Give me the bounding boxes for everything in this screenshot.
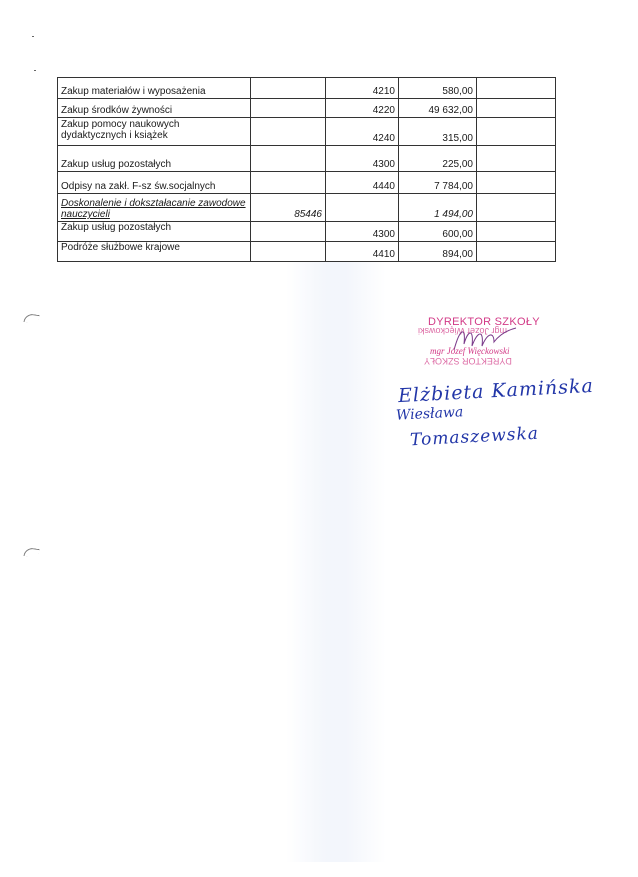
table-row bbox=[58, 242, 556, 262]
table-row bbox=[58, 194, 556, 222]
scan-shading bbox=[286, 262, 386, 862]
punch-hole-mark bbox=[23, 547, 39, 558]
row-amount: 894,00 bbox=[399, 242, 477, 262]
row-description: Zakup pomocy naukowych dydaktycznych i książek bbox=[58, 118, 251, 146]
row-amount: 580,00 bbox=[399, 78, 477, 99]
signature-line-3: Tomaszewska bbox=[409, 423, 540, 451]
row-paragraph: 4440 bbox=[326, 172, 399, 194]
table-row bbox=[58, 99, 556, 118]
row-chapter bbox=[251, 222, 326, 242]
budget-table bbox=[57, 77, 556, 262]
row-notes bbox=[477, 118, 556, 146]
row-amount: 225,00 bbox=[399, 146, 477, 172]
signature-line-2: Wiesława bbox=[395, 404, 464, 424]
row-amount: 7 784,00 bbox=[399, 172, 477, 194]
stamp-mirror-title: DYREKTOR SZKOŁY bbox=[424, 356, 512, 366]
punch-hole-mark bbox=[23, 313, 39, 324]
row-notes bbox=[477, 99, 556, 118]
row-description: Podróże służbowe krajowe bbox=[58, 242, 251, 262]
table-row bbox=[58, 146, 556, 172]
row-amount: 49 632,00 bbox=[399, 99, 477, 118]
row-description bbox=[58, 194, 251, 222]
row-notes bbox=[477, 222, 556, 242]
signature-line-1: Elżbieta Kamińska bbox=[397, 374, 595, 408]
scan-speck bbox=[34, 70, 36, 71]
row-chapter: 85446 bbox=[251, 194, 326, 222]
row-chapter bbox=[251, 172, 326, 194]
row-paragraph: 4300 bbox=[326, 146, 399, 172]
table-row bbox=[58, 78, 556, 99]
stamp-mirror-text: mgr Józef Więckowski bbox=[418, 326, 508, 336]
stamp-title: DYREKTOR SZKOŁY bbox=[428, 316, 540, 328]
row-paragraph: 4220 bbox=[326, 99, 399, 118]
row-description: Odpisy na zakł. F-sz św.socjalnych bbox=[58, 172, 251, 194]
row-amount: 1 494,00 bbox=[399, 194, 477, 222]
row-description-text: Doskonalenie i dokształacanie zawodowe nauczycieli bbox=[61, 198, 246, 220]
row-paragraph: 4410 bbox=[326, 242, 399, 262]
row-description: Zakup środków żywności bbox=[58, 99, 251, 118]
row-amount: 600,00 bbox=[399, 222, 477, 242]
row-description: Zakup usług pozostałych bbox=[58, 222, 251, 242]
row-notes bbox=[477, 194, 556, 222]
director-stamp bbox=[410, 316, 540, 366]
row-chapter bbox=[251, 78, 326, 99]
row-chapter bbox=[251, 118, 326, 146]
row-description: Zakup materiałów i wyposażenia bbox=[58, 78, 251, 99]
stamp-name: mgr Józef Więckowski bbox=[430, 346, 510, 356]
table-row bbox=[58, 172, 556, 194]
row-notes bbox=[477, 242, 556, 262]
row-paragraph: 4240 bbox=[326, 118, 399, 146]
row-notes bbox=[477, 78, 556, 99]
row-description: Zakup usług pozostałych bbox=[58, 146, 251, 172]
row-paragraph bbox=[326, 194, 399, 222]
row-notes bbox=[477, 172, 556, 194]
row-amount: 315,00 bbox=[399, 118, 477, 146]
table-row bbox=[58, 118, 556, 146]
row-notes bbox=[477, 146, 556, 172]
row-paragraph: 4300 bbox=[326, 222, 399, 242]
scan-speck bbox=[32, 36, 34, 37]
row-paragraph: 4210 bbox=[326, 78, 399, 99]
row-chapter bbox=[251, 146, 326, 172]
table-row bbox=[58, 222, 556, 242]
row-chapter bbox=[251, 99, 326, 118]
row-chapter bbox=[251, 242, 326, 262]
